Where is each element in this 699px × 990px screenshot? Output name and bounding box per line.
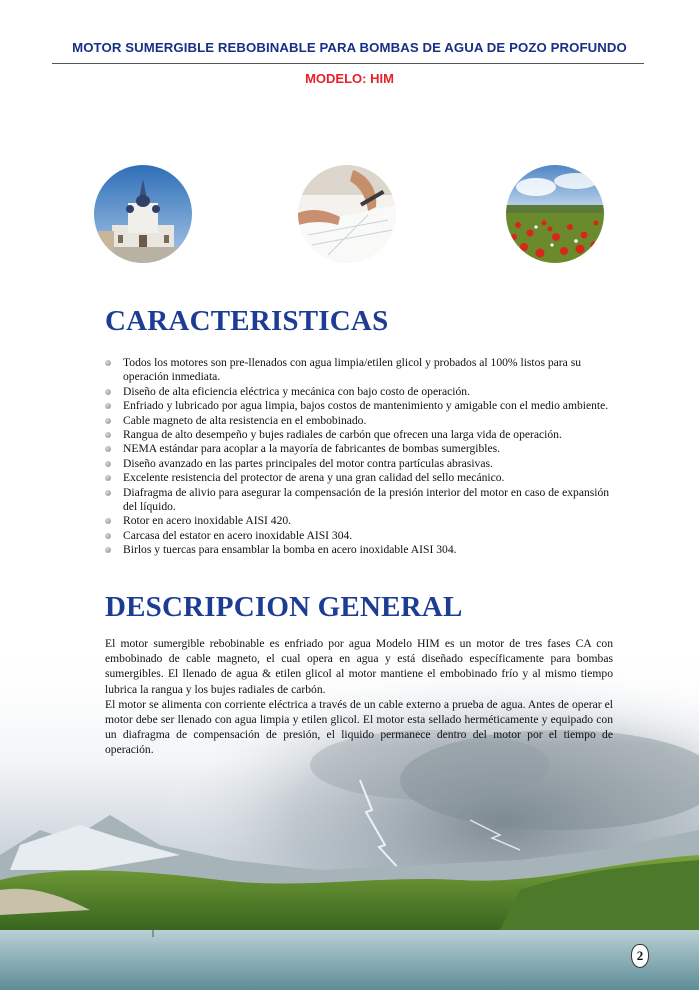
list-item-text: Rangua de alto desempeño y bujes radiales de carbón que ofrecen una larga vida de operación. bbox=[123, 428, 562, 442]
description-body bbox=[105, 636, 613, 758]
list-item bbox=[104, 414, 624, 428]
church-photo bbox=[94, 165, 192, 263]
list-item-text: Diafragma de alivio para asegurar la compensación de la presión interior del motor en caso de expansión del líquido. bbox=[123, 485, 610, 514]
list-item-text: Todos los motores son pre-llenados con agua limpia/etilen glicol y probados al 100% listos para su operación inmediata. bbox=[123, 356, 582, 384]
document-title: MOTOR SUMERGIBLE REBOBINABLE PARA BOMBAS DE AGUA DE POZO PROFUNDO bbox=[72, 40, 627, 55]
bullet-icon bbox=[105, 446, 111, 452]
list-item-text: Rotor en acero inoxidable AISI 420. bbox=[123, 514, 292, 528]
list-item bbox=[104, 529, 624, 543]
list-item-text: Birlos y tuercas para ensamblar la bomba en acero inoxidable AISI 304. bbox=[123, 543, 457, 557]
bullet-icon bbox=[105, 490, 111, 496]
bullet-icon bbox=[105, 403, 111, 409]
features-list bbox=[104, 356, 624, 558]
bullet-icon bbox=[105, 518, 111, 524]
list-item-text: Diseño avanzado en las partes principales del motor contra partículas abrasivas. bbox=[123, 456, 493, 470]
list-item-text: Excelente resistencia del protector de arena y una gran calidad del sello mecánico. bbox=[123, 471, 505, 485]
bullet-icon bbox=[105, 418, 111, 424]
description-heading: DESCRIPCION GENERAL bbox=[105, 591, 463, 623]
bullet-icon bbox=[105, 461, 111, 467]
bullet-icon bbox=[105, 432, 111, 438]
description-paragraph: El motor sumergible rebobinable es enfriado por agua Modelo HIM es un motor de tres fases CA con embobinado de cable magneto, el cual opera en agua y está diseñado específicamente para bombas sumergibles. El llenado de agua & etilen glicol al motor mantiene el embobinado frío y al mismo tiempo lubrica la rangua y los bujes radiales de carbón. bbox=[105, 637, 613, 696]
bullet-icon bbox=[105, 360, 111, 366]
blueprint-hands-photo bbox=[298, 165, 396, 263]
list-item-text: NEMA estándar para acoplar a la mayoría de fabricantes de bombas sumergibles. bbox=[123, 442, 501, 456]
bullet-icon bbox=[105, 475, 111, 481]
bullet-icon bbox=[105, 533, 111, 539]
model-label: MODELO: HIM bbox=[305, 71, 394, 86]
list-item bbox=[104, 486, 624, 515]
bullet-icon bbox=[105, 389, 111, 395]
list-item bbox=[104, 399, 624, 413]
list-item-text: Cable magneto de alta resistencia en el embobinado. bbox=[123, 413, 367, 427]
list-item bbox=[104, 356, 624, 385]
list-item bbox=[104, 543, 624, 557]
list-item bbox=[104, 514, 624, 528]
page-number: 2 bbox=[631, 944, 649, 968]
list-item bbox=[104, 442, 624, 456]
flower-field-photo bbox=[506, 165, 604, 263]
list-item bbox=[104, 428, 624, 442]
list-item-text: Diseño de alta eficiencia eléctrica y mecánica con bajo costo de operación. bbox=[123, 384, 470, 398]
header-divider bbox=[52, 63, 644, 64]
features-heading: CARACTERISTICAS bbox=[105, 305, 389, 337]
list-item-text: Carcasa del estator en acero inoxidable AISI 304. bbox=[123, 528, 353, 542]
list-item bbox=[104, 457, 624, 471]
bullet-icon bbox=[105, 547, 111, 553]
list-item-text: Enfriado y lubricado por agua limpia, bajos costos de mantenimiento y amigable con el medio ambiente. bbox=[123, 399, 609, 413]
description-paragraph: El motor se alimenta con corriente eléctrica a través de un cable externo a prueba de agua. Antes de operar el motor debe ser llenado con agua limpia y etilen glicol. El motor esta sellado herméticamente y equipado con un diafragma de compensación de presión, el liquido permanece dentro del motor por el tiempo de operación. bbox=[105, 697, 613, 757]
list-item bbox=[104, 471, 624, 485]
list-item bbox=[104, 385, 624, 399]
